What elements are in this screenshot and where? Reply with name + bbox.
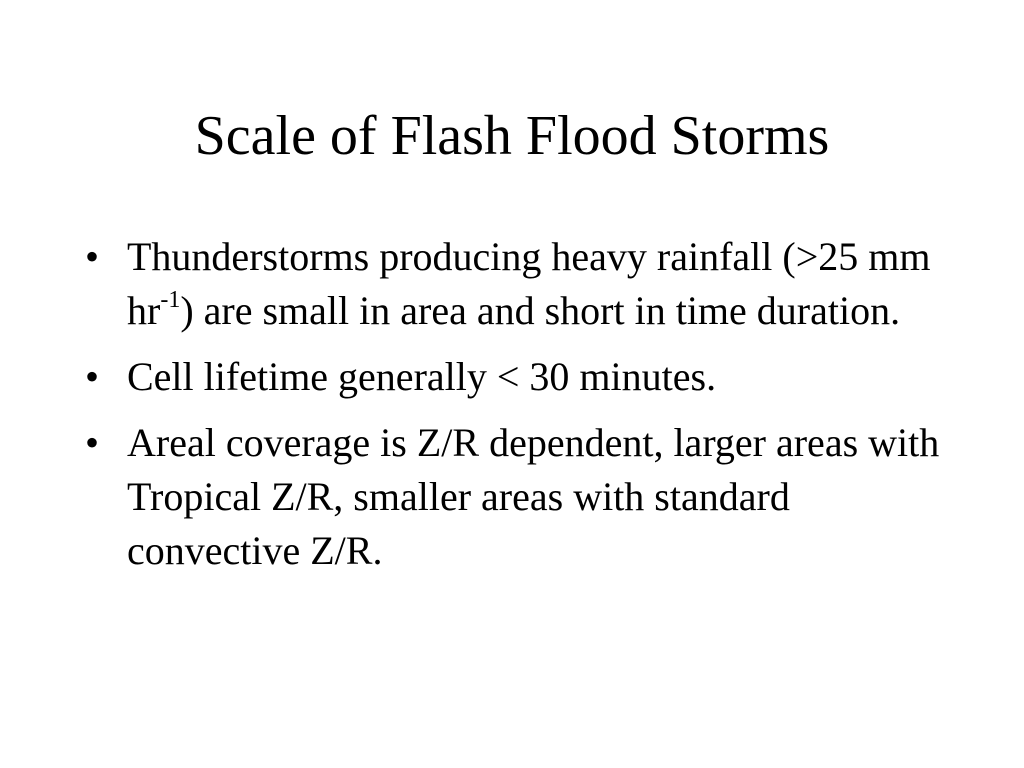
bullet-text-areal-coverage: Areal coverage is Z/R dependent, larger areas with Tropical Z/R, smaller areas with standard convective Z/R. — [127, 420, 940, 573]
superscript-exponent: -1 — [160, 287, 181, 313]
bullet-item-cell-lifetime — [82, 350, 962, 404]
bullet-text-heavy-rainfall — [127, 230, 962, 338]
slide-title: Scale of Flash Flood Storms — [194, 105, 830, 167]
bullet-icon: • — [85, 234, 100, 279]
bullet-text-part: Thunderstorms producing heavy rainfall (>25 mm hr — [127, 234, 931, 333]
bullet-text-part: ) are small in area and short in time duration. — [180, 288, 901, 333]
bullet-item-heavy-rainfall — [82, 230, 962, 338]
bullet-list — [82, 230, 962, 590]
bullet-text-cell-lifetime: Cell lifetime generally < 30 minutes. — [127, 354, 717, 399]
bullet-item-areal-coverage — [82, 416, 962, 578]
bullet-icon: • — [85, 354, 100, 399]
bullet-icon: • — [85, 420, 100, 465]
